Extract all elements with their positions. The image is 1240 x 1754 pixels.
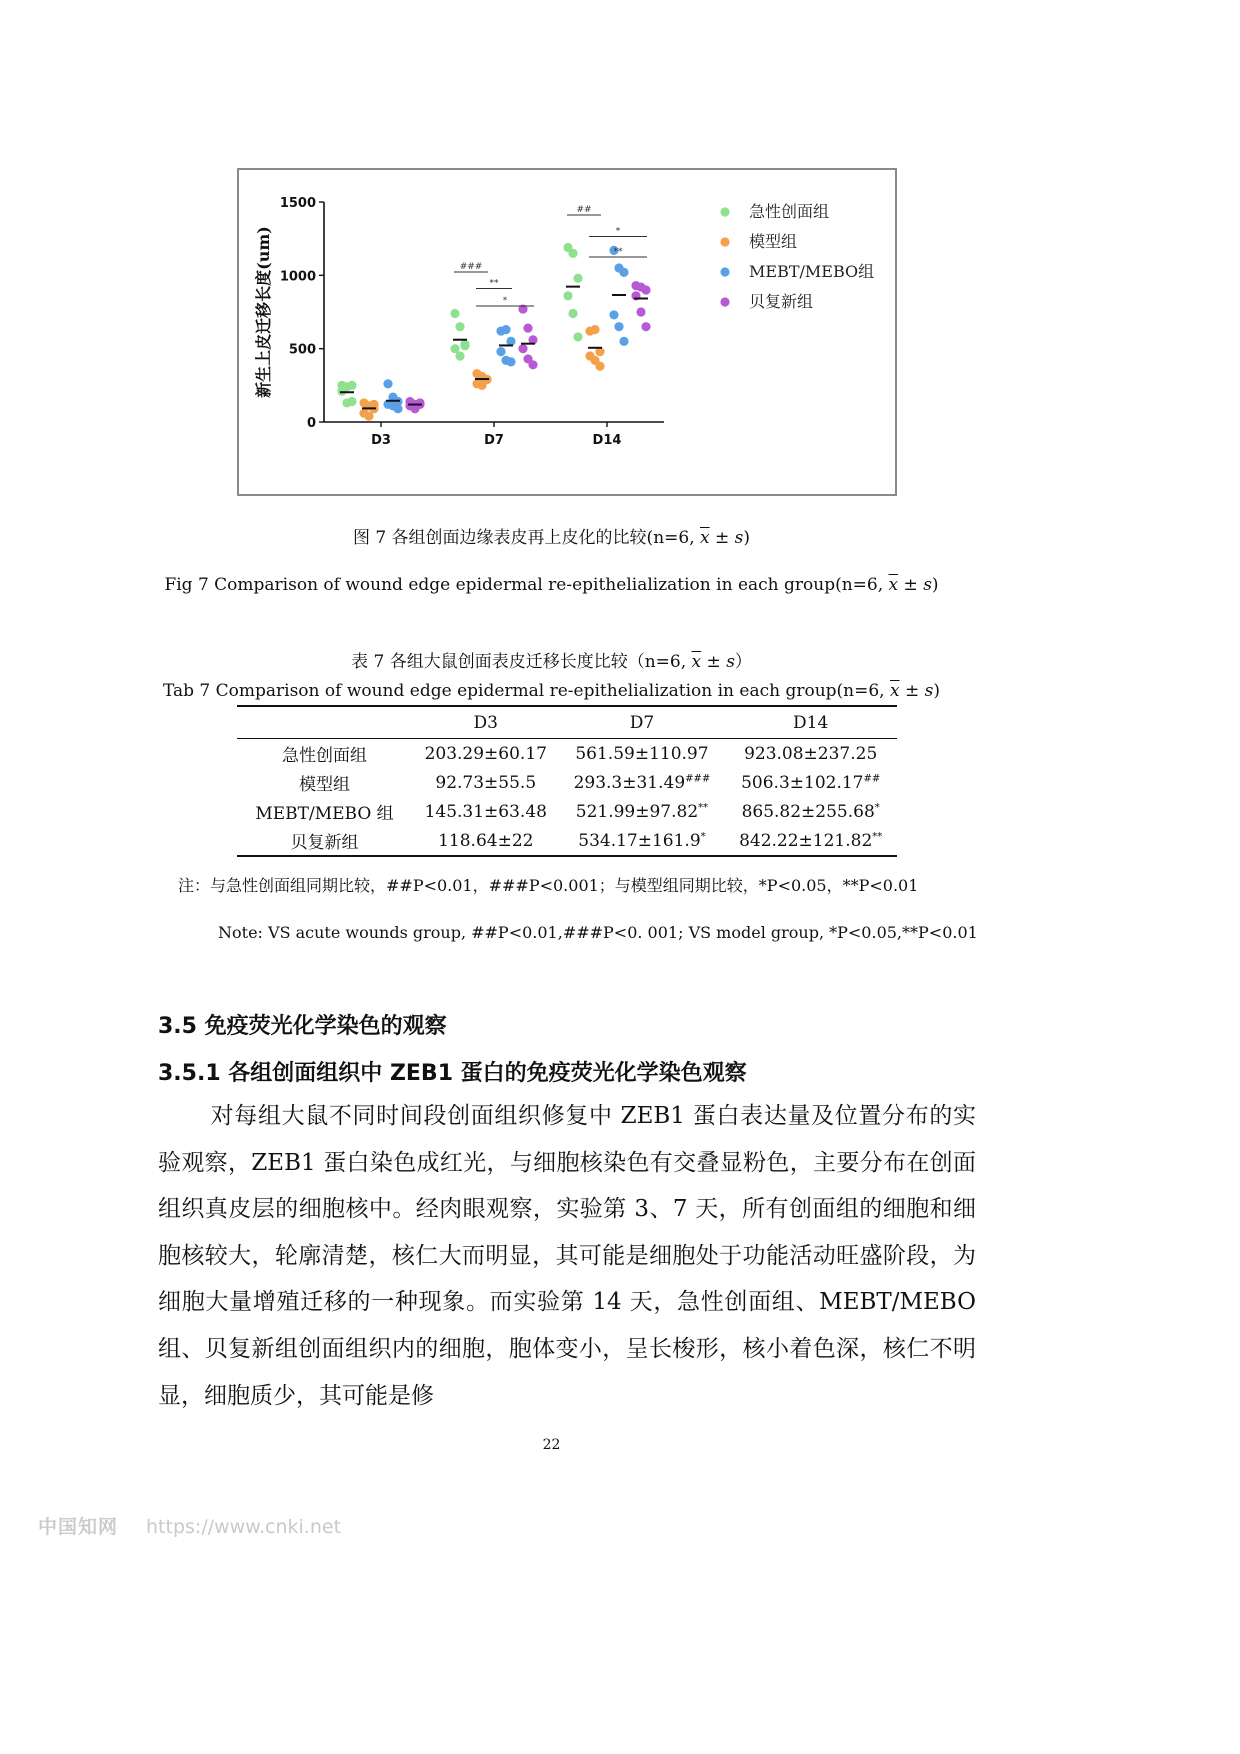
table-header-row <box>237 706 897 739</box>
data-point <box>609 310 618 319</box>
data-point <box>337 381 346 390</box>
group-cell: 贝复新组 <box>237 826 412 856</box>
data-point <box>641 322 650 331</box>
data-point <box>383 379 392 388</box>
x-tick-label: D14 <box>592 433 622 448</box>
d14-cell: 923.08±237.25 <box>744 743 878 764</box>
table-row <box>237 797 897 826</box>
y-tick-label: 500 <box>288 342 316 358</box>
legend-label: 贝复新组 <box>749 292 814 311</box>
data-point <box>573 332 582 341</box>
table-row <box>237 768 897 797</box>
data-point <box>590 325 599 334</box>
d14-cell: 842.22±121.82** <box>724 826 897 856</box>
d3-cell: 145.31±63.48 <box>424 801 547 822</box>
d3-cell: 203.29±60.17 <box>424 743 547 764</box>
table-header-cell: D14 <box>724 706 897 739</box>
data-point <box>619 337 628 346</box>
d3-cell: 92.73±55.5 <box>435 772 537 793</box>
significance-label: ** <box>613 247 623 257</box>
legend-marker <box>720 267 729 276</box>
d7-cell: 561.59±110.97 <box>575 743 709 764</box>
d14-cell: 506.3±102.17## <box>741 772 881 793</box>
table-header-cell: D3 <box>412 706 560 739</box>
data-point <box>568 309 577 318</box>
data-point <box>636 307 645 316</box>
section-heading-3-5: 3.5 免疫荧光化学染色的观察 <box>158 1014 447 1039</box>
table-header-cell: D7 <box>560 706 725 739</box>
legend-marker <box>720 237 729 246</box>
cnki-url: https://www.cnki.net <box>146 1516 342 1538</box>
data-point <box>641 285 650 294</box>
d7-cell: 534.17±161.9* <box>560 826 725 856</box>
y-axis-label: 新生上皮迁移长度(um) <box>254 226 273 398</box>
legend-label: 急性创面组 <box>749 202 830 221</box>
body-paragraph: 对每组大鼠不同时间段创面组织修复中 ZEB1 蛋白表达量及位置分布的实验观察，ZEB1 蛋白染色成红光，与细胞核染色有交叠显粉色，主要分布在创面组织真皮层的细胞核中。经肉眼观察，实验第 3、7 天，所有创面组的细胞和细胞核较大，轮廓清楚，核仁大而明显，其可能是细胞处于功能活动旺盛阶段，为细胞大量增殖迁移的一种现象。而实验第 14 天，急性创面组、MEBT/MEBO 组、贝复新组创面组织内的细胞，胞体变小，呈长梭形，核小着色深，核仁不明显，细胞质少，其可能是修 <box>158 1103 976 1409</box>
table-title-cn: 表 7 各组大鼠创面表皮迁移长度比较（n=6, $\overline{x} \pm s$） <box>351 652 752 672</box>
data-point <box>619 268 628 277</box>
significance-label: * <box>502 296 508 306</box>
x-tick-label: D7 <box>484 433 504 448</box>
data-point <box>563 291 572 300</box>
y-tick-label: 1000 <box>279 269 316 285</box>
scatter-chart <box>239 170 895 494</box>
y-tick-label: 1500 <box>279 196 316 211</box>
data-point <box>595 362 604 371</box>
table-header-cell <box>237 706 412 739</box>
footer-watermark <box>38 1512 341 1539</box>
significance-label: ## <box>576 205 592 215</box>
y-tick-label: 0 <box>306 416 316 431</box>
page-number: 22 <box>542 1437 561 1453</box>
data-point <box>393 404 402 413</box>
legend-marker <box>720 297 729 306</box>
table-note-cn: 注：与急性创面组同期比较，##P<0.01，###P<0.001；与模型组同期比较，*P<0.05，**P<0.01 <box>178 876 919 895</box>
data-point <box>506 357 515 366</box>
data-point <box>573 274 582 283</box>
data-point <box>518 344 527 353</box>
data-point <box>450 309 459 318</box>
group-cell: MEBT/MEBO 组 <box>255 804 394 824</box>
data-point <box>460 340 469 349</box>
d7-cell: 521.99±97.82** <box>575 801 709 822</box>
significance-label: ** <box>489 278 499 289</box>
data-point <box>347 381 356 390</box>
d3-cell: 118.64±22 <box>412 826 560 856</box>
section-heading-3-5-1: 3.5.1 各组创面组织中 ZEB1 蛋白的免疫荧光化学染色观察 <box>158 1061 747 1086</box>
legend-label: 模型组 <box>749 232 798 251</box>
results-table <box>237 705 897 857</box>
table-title-en: Tab 7 Comparison of wound edge epidermal re-epithelialization in each group(n=6, $\overline{x} \pm s$) <box>162 681 941 701</box>
figure-7-frame <box>237 168 897 496</box>
d7-cell: 293.3±31.49### <box>573 772 711 793</box>
data-point <box>523 324 532 333</box>
data-point <box>455 351 464 360</box>
data-point <box>528 360 537 369</box>
data-point <box>347 397 356 406</box>
group-cell: 急性创面组 <box>282 746 367 766</box>
table-row <box>237 739 897 769</box>
figure-caption-cn: 图 7 各组创面边缘表皮再上皮化的比较(n=6, $\overline{x} \pm s$) <box>352 528 751 548</box>
legend-marker <box>720 207 729 216</box>
significance-label: ### <box>459 262 483 272</box>
d14-cell: 865.82±255.68* <box>741 801 880 822</box>
x-tick-label: D3 <box>371 433 391 448</box>
legend-label: MEBT/MEBO组 <box>749 262 875 281</box>
data-point <box>501 325 510 334</box>
figure-caption-en: Fig 7 Comparison of wound edge epidermal re-epithelialization in each group(n=6, $\overline{x} \pm s$) <box>164 575 939 595</box>
data-point <box>568 249 577 258</box>
group-cell: 模型组 <box>299 775 350 795</box>
table-row <box>237 826 897 856</box>
cnki-logo: 中国知网 <box>38 1516 119 1538</box>
data-point <box>614 322 623 331</box>
significance-label: * <box>615 226 621 237</box>
data-point <box>455 322 464 331</box>
data-point <box>496 347 505 356</box>
table-note-en: Note: VS acute wounds group, ##P<0.01,###P<0. 001; VS model group, *P<0.05,**P<0.01 <box>218 923 978 942</box>
